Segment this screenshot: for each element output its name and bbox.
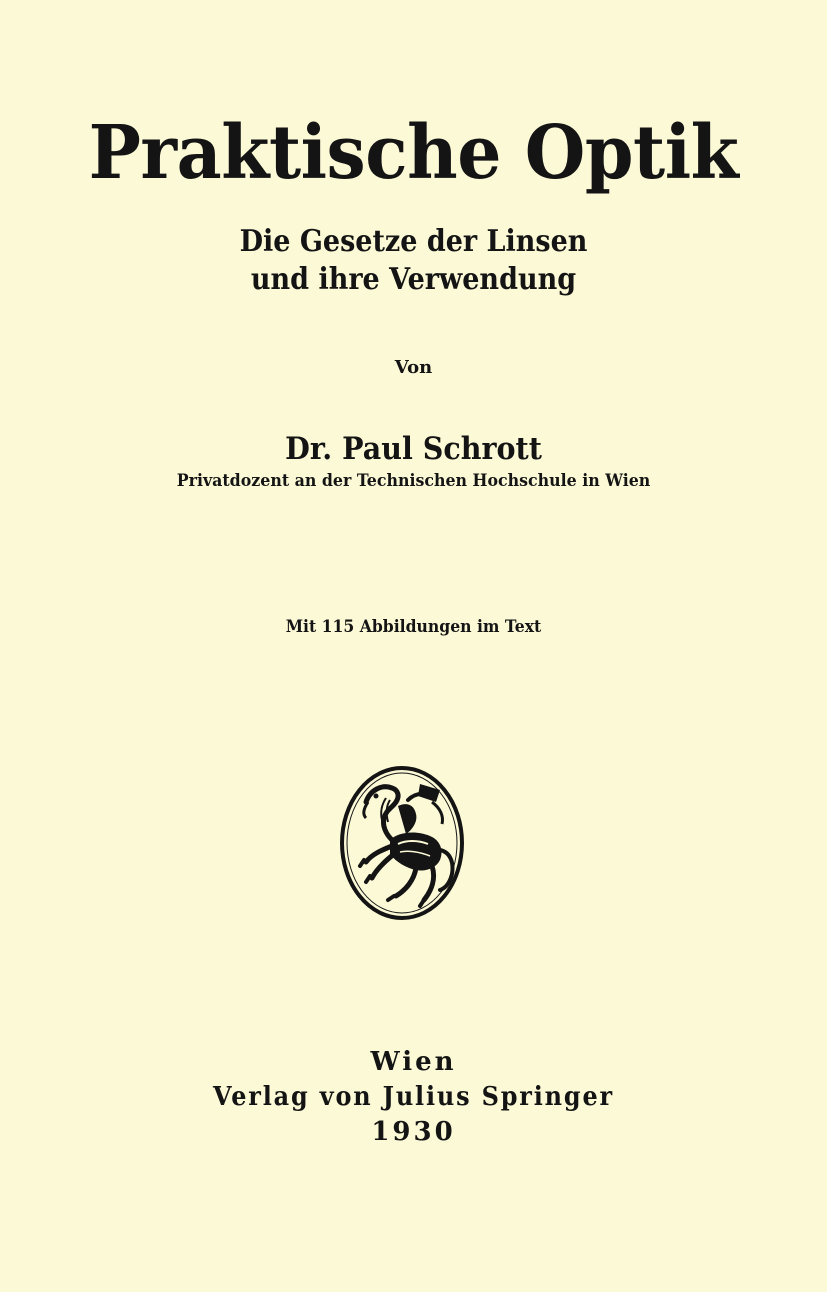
author-name: Dr. Paul Schrott [285, 431, 542, 467]
subtitle-line-2: und ihre Verwendung [250, 262, 577, 297]
illustrations-note: Mit 115 Abbildungen im Text [285, 617, 542, 637]
publication-year: 1930 [371, 1117, 456, 1147]
publisher-name: Verlag von Julius Springer [213, 1082, 614, 1112]
subtitle-line-1: Die Gesetze der Linsen [239, 224, 588, 259]
publisher-city: Wien [370, 1047, 457, 1077]
by-label: Von [394, 357, 433, 378]
author-affiliation: Privatdozent an der Technischen Hochschule in Wien [176, 471, 651, 491]
springer-horse-rider-emblem-icon [336, 762, 468, 924]
book-title: Praktische Optik [88, 110, 739, 196]
